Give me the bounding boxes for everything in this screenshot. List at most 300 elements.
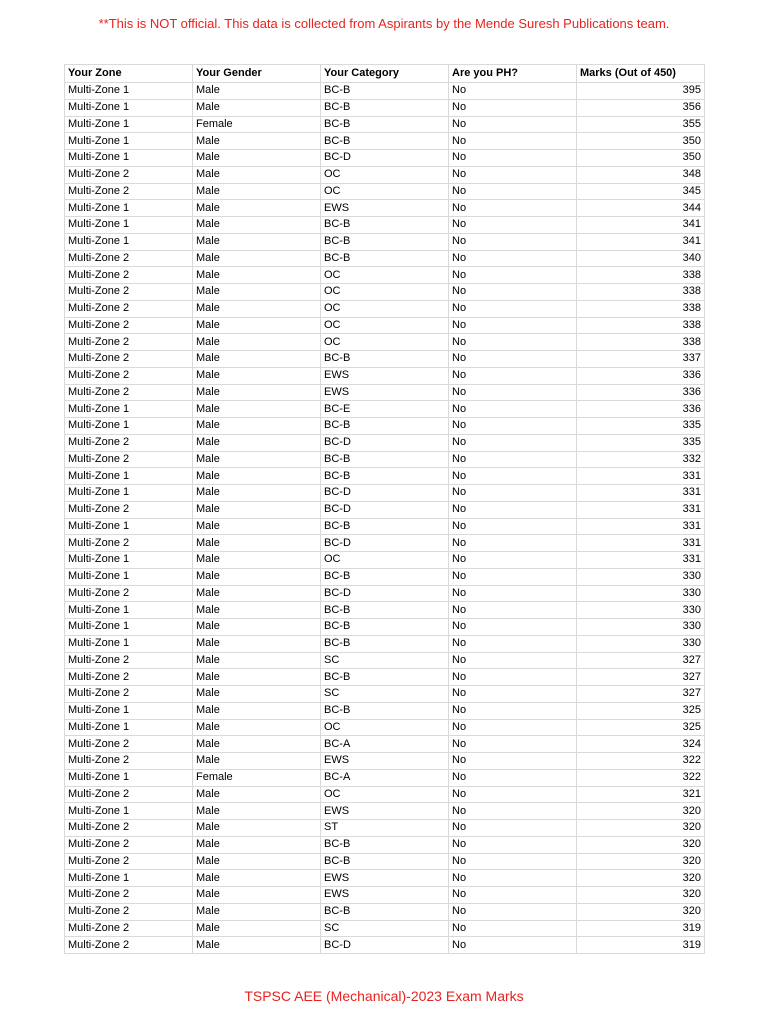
- zone-cell: Multi-Zone 1: [65, 619, 193, 636]
- table-row: [65, 602, 705, 619]
- category-cell: BC-B: [321, 233, 449, 250]
- zone-cell: Multi-Zone 1: [65, 719, 193, 736]
- zone-cell: Multi-Zone 1: [65, 635, 193, 652]
- marks-cell: 356: [577, 99, 705, 116]
- table-row: [65, 150, 705, 167]
- category-cell: BC-A: [321, 769, 449, 786]
- zone-cell: Multi-Zone 2: [65, 736, 193, 753]
- marks-cell: 331: [577, 501, 705, 518]
- category-cell: OC: [321, 166, 449, 183]
- ph-cell: No: [449, 920, 577, 937]
- category-cell: ST: [321, 820, 449, 837]
- category-cell: BC-B: [321, 468, 449, 485]
- ph-cell: No: [449, 635, 577, 652]
- gender-cell: Male: [193, 652, 321, 669]
- category-cell: BC-D: [321, 485, 449, 502]
- marks-cell: 319: [577, 920, 705, 937]
- table-row: [65, 719, 705, 736]
- marks-cell: 338: [577, 267, 705, 284]
- gender-cell: Male: [193, 585, 321, 602]
- gender-cell: Male: [193, 99, 321, 116]
- table-row: [65, 217, 705, 234]
- marks-cell: 321: [577, 786, 705, 803]
- ph-cell: No: [449, 786, 577, 803]
- category-cell: OC: [321, 552, 449, 569]
- marks-cell: 395: [577, 83, 705, 100]
- gender-cell: Male: [193, 200, 321, 217]
- ph-cell: No: [449, 736, 577, 753]
- zone-cell: Multi-Zone 2: [65, 351, 193, 368]
- table-row: [65, 418, 705, 435]
- marks-cell: 320: [577, 887, 705, 904]
- gender-cell: Male: [193, 384, 321, 401]
- zone-cell: Multi-Zone 1: [65, 702, 193, 719]
- ph-cell: No: [449, 686, 577, 703]
- disclaimer-notice: **This is NOT official. This data is collected from Aspirants by the Mende Suresh Publications team.: [98, 16, 670, 31]
- gender-cell: Male: [193, 552, 321, 569]
- gender-cell: Male: [193, 853, 321, 870]
- table-row: [65, 183, 705, 200]
- gender-cell: Male: [193, 133, 321, 150]
- marks-cell: 350: [577, 150, 705, 167]
- marks-cell: 325: [577, 719, 705, 736]
- table-row: [65, 284, 705, 301]
- table-row: [65, 702, 705, 719]
- table-row: [65, 367, 705, 384]
- marks-cell: 331: [577, 468, 705, 485]
- category-cell: EWS: [321, 887, 449, 904]
- gender-cell: Male: [193, 485, 321, 502]
- gender-cell: Male: [193, 786, 321, 803]
- table-body: [65, 83, 705, 954]
- marks-cell: 320: [577, 820, 705, 837]
- ph-cell: No: [449, 702, 577, 719]
- marks-cell: 340: [577, 250, 705, 267]
- gender-cell: Male: [193, 468, 321, 485]
- zone-cell: Multi-Zone 2: [65, 334, 193, 351]
- zone-cell: Multi-Zone 1: [65, 568, 193, 585]
- category-cell: BC-B: [321, 669, 449, 686]
- ph-cell: No: [449, 317, 577, 334]
- gender-cell: Male: [193, 887, 321, 904]
- category-cell: BC-B: [321, 83, 449, 100]
- gender-cell: Male: [193, 284, 321, 301]
- ph-cell: No: [449, 99, 577, 116]
- table-row: [65, 786, 705, 803]
- ph-cell: No: [449, 83, 577, 100]
- marks-cell: 327: [577, 669, 705, 686]
- gender-cell: Male: [193, 836, 321, 853]
- marks-cell: 322: [577, 753, 705, 770]
- table-row: [65, 803, 705, 820]
- ph-cell: No: [449, 334, 577, 351]
- zone-cell: Multi-Zone 1: [65, 150, 193, 167]
- zone-cell: Multi-Zone 2: [65, 585, 193, 602]
- table-row: [65, 233, 705, 250]
- ph-cell: No: [449, 150, 577, 167]
- marks-cell: 330: [577, 585, 705, 602]
- zone-cell: Multi-Zone 2: [65, 166, 193, 183]
- zone-cell: Multi-Zone 2: [65, 820, 193, 837]
- zone-cell: Multi-Zone 1: [65, 552, 193, 569]
- gender-cell: Male: [193, 568, 321, 585]
- ph-cell: No: [449, 836, 577, 853]
- marks-cell: 324: [577, 736, 705, 753]
- table-row: [65, 501, 705, 518]
- zone-cell: Multi-Zone 2: [65, 535, 193, 552]
- gender-cell: Male: [193, 183, 321, 200]
- gender-cell: Male: [193, 753, 321, 770]
- marks-cell: 336: [577, 384, 705, 401]
- zone-cell: Multi-Zone 1: [65, 468, 193, 485]
- gender-cell: Male: [193, 602, 321, 619]
- table-row: [65, 853, 705, 870]
- table-row: [65, 384, 705, 401]
- table-row: [65, 920, 705, 937]
- marks-cell: 335: [577, 434, 705, 451]
- zone-cell: Multi-Zone 1: [65, 870, 193, 887]
- table-row: [65, 870, 705, 887]
- zone-cell: Multi-Zone 2: [65, 183, 193, 200]
- marks-cell: 338: [577, 300, 705, 317]
- ph-cell: No: [449, 468, 577, 485]
- table-row: [65, 83, 705, 100]
- marks-cell: 320: [577, 853, 705, 870]
- marks-cell: 350: [577, 133, 705, 150]
- gender-cell: Male: [193, 401, 321, 418]
- category-cell: BC-B: [321, 351, 449, 368]
- table-row: [65, 619, 705, 636]
- ph-cell: No: [449, 853, 577, 870]
- gender-cell: Male: [193, 686, 321, 703]
- ph-cell: No: [449, 501, 577, 518]
- ph-cell: No: [449, 200, 577, 217]
- zone-cell: Multi-Zone 2: [65, 903, 193, 920]
- category-cell: BC-B: [321, 702, 449, 719]
- ph-cell: No: [449, 485, 577, 502]
- marks-cell: 348: [577, 166, 705, 183]
- ph-cell: No: [449, 937, 577, 954]
- marks-cell: 338: [577, 334, 705, 351]
- category-cell: EWS: [321, 200, 449, 217]
- category-cell: BC-D: [321, 150, 449, 167]
- header-gender: Your Gender: [193, 65, 321, 83]
- gender-cell: Male: [193, 334, 321, 351]
- ph-cell: No: [449, 351, 577, 368]
- category-cell: EWS: [321, 384, 449, 401]
- category-cell: BC-B: [321, 451, 449, 468]
- ph-cell: No: [449, 803, 577, 820]
- gender-cell: Male: [193, 635, 321, 652]
- ph-cell: No: [449, 769, 577, 786]
- category-cell: SC: [321, 686, 449, 703]
- zone-cell: Multi-Zone 2: [65, 686, 193, 703]
- marks-cell: 335: [577, 418, 705, 435]
- zone-cell: Multi-Zone 1: [65, 83, 193, 100]
- gender-cell: Male: [193, 300, 321, 317]
- marks-cell: 320: [577, 903, 705, 920]
- category-cell: BC-B: [321, 133, 449, 150]
- marks-cell: 325: [577, 702, 705, 719]
- gender-cell: Male: [193, 434, 321, 451]
- gender-cell: Male: [193, 418, 321, 435]
- marks-cell: 331: [577, 535, 705, 552]
- gender-cell: Male: [193, 669, 321, 686]
- zone-cell: Multi-Zone 2: [65, 267, 193, 284]
- header-ph: Are you PH?: [449, 65, 577, 83]
- table-row: [65, 334, 705, 351]
- marks-cell: 319: [577, 937, 705, 954]
- zone-cell: Multi-Zone 1: [65, 99, 193, 116]
- gender-cell: Male: [193, 501, 321, 518]
- category-cell: BC-D: [321, 501, 449, 518]
- table-row: [65, 686, 705, 703]
- ph-cell: No: [449, 217, 577, 234]
- ph-cell: No: [449, 166, 577, 183]
- category-cell: BC-B: [321, 903, 449, 920]
- table-row: [65, 535, 705, 552]
- zone-cell: Multi-Zone 2: [65, 384, 193, 401]
- gender-cell: Male: [193, 233, 321, 250]
- category-cell: BC-D: [321, 434, 449, 451]
- zone-cell: Multi-Zone 2: [65, 652, 193, 669]
- category-cell: OC: [321, 719, 449, 736]
- ph-cell: No: [449, 116, 577, 133]
- gender-cell: Male: [193, 702, 321, 719]
- zone-cell: Multi-Zone 2: [65, 250, 193, 267]
- zone-cell: Multi-Zone 2: [65, 836, 193, 853]
- zone-cell: Multi-Zone 2: [65, 367, 193, 384]
- zone-cell: Multi-Zone 2: [65, 786, 193, 803]
- gender-cell: Male: [193, 367, 321, 384]
- zone-cell: Multi-Zone 2: [65, 669, 193, 686]
- header-marks: Marks (Out of 450): [577, 65, 705, 83]
- table-row: [65, 166, 705, 183]
- gender-cell: Male: [193, 150, 321, 167]
- table-row: [65, 99, 705, 116]
- gender-cell: Male: [193, 803, 321, 820]
- zone-cell: Multi-Zone 1: [65, 133, 193, 150]
- gender-cell: Male: [193, 166, 321, 183]
- marks-cell: 331: [577, 518, 705, 535]
- table-row: [65, 769, 705, 786]
- gender-cell: Male: [193, 83, 321, 100]
- gender-cell: Male: [193, 518, 321, 535]
- ph-cell: No: [449, 619, 577, 636]
- zone-cell: Multi-Zone 2: [65, 501, 193, 518]
- ph-cell: No: [449, 602, 577, 619]
- table-row: [65, 669, 705, 686]
- table-row: [65, 468, 705, 485]
- category-cell: BC-B: [321, 619, 449, 636]
- marks-cell: 330: [577, 619, 705, 636]
- zone-cell: Multi-Zone 1: [65, 200, 193, 217]
- marks-cell: 336: [577, 367, 705, 384]
- gender-cell: Female: [193, 116, 321, 133]
- ph-cell: No: [449, 753, 577, 770]
- gender-cell: Male: [193, 820, 321, 837]
- category-cell: OC: [321, 786, 449, 803]
- zone-cell: Multi-Zone 2: [65, 317, 193, 334]
- zone-cell: Multi-Zone 1: [65, 769, 193, 786]
- gender-cell: Male: [193, 317, 321, 334]
- zone-cell: Multi-Zone 2: [65, 300, 193, 317]
- marks-cell: 355: [577, 116, 705, 133]
- zone-cell: Multi-Zone 2: [65, 434, 193, 451]
- ph-cell: No: [449, 233, 577, 250]
- zone-cell: Multi-Zone 1: [65, 116, 193, 133]
- ph-cell: No: [449, 250, 577, 267]
- table-row: [65, 434, 705, 451]
- category-cell: BC-B: [321, 635, 449, 652]
- category-cell: EWS: [321, 870, 449, 887]
- gender-cell: Male: [193, 351, 321, 368]
- gender-cell: Male: [193, 736, 321, 753]
- table-row: [65, 451, 705, 468]
- marks-cell: 320: [577, 870, 705, 887]
- table-row: [65, 485, 705, 502]
- marks-cell: 337: [577, 351, 705, 368]
- ph-cell: No: [449, 451, 577, 468]
- gender-cell: Male: [193, 451, 321, 468]
- table-row: [65, 887, 705, 904]
- zone-cell: Multi-Zone 2: [65, 284, 193, 301]
- ph-cell: No: [449, 133, 577, 150]
- marks-cell: 327: [577, 686, 705, 703]
- ph-cell: No: [449, 284, 577, 301]
- zone-cell: Multi-Zone 1: [65, 418, 193, 435]
- zone-cell: Multi-Zone 1: [65, 518, 193, 535]
- gender-cell: Male: [193, 903, 321, 920]
- ph-cell: No: [449, 183, 577, 200]
- category-cell: BC-D: [321, 585, 449, 602]
- ph-cell: No: [449, 518, 577, 535]
- gender-cell: Male: [193, 267, 321, 284]
- ph-cell: No: [449, 903, 577, 920]
- gender-cell: Female: [193, 769, 321, 786]
- table-row: [65, 401, 705, 418]
- ph-cell: No: [449, 887, 577, 904]
- category-cell: BC-B: [321, 99, 449, 116]
- table-row: [65, 133, 705, 150]
- marks-cell: 320: [577, 803, 705, 820]
- ph-cell: No: [449, 820, 577, 837]
- marks-cell: 330: [577, 568, 705, 585]
- table-row: [65, 820, 705, 837]
- ph-cell: No: [449, 535, 577, 552]
- category-cell: OC: [321, 334, 449, 351]
- category-cell: OC: [321, 284, 449, 301]
- zone-cell: Multi-Zone 1: [65, 217, 193, 234]
- category-cell: BC-B: [321, 518, 449, 535]
- ph-cell: No: [449, 669, 577, 686]
- ph-cell: No: [449, 384, 577, 401]
- ph-cell: No: [449, 585, 577, 602]
- ph-cell: No: [449, 434, 577, 451]
- category-cell: BC-B: [321, 250, 449, 267]
- marks-cell: 330: [577, 602, 705, 619]
- marks-cell: 322: [577, 769, 705, 786]
- category-cell: BC-B: [321, 217, 449, 234]
- table-row: [65, 836, 705, 853]
- ph-cell: No: [449, 568, 577, 585]
- category-cell: BC-E: [321, 401, 449, 418]
- gender-cell: Male: [193, 217, 321, 234]
- marks-cell: 331: [577, 485, 705, 502]
- zone-cell: Multi-Zone 1: [65, 233, 193, 250]
- table-row: [65, 267, 705, 284]
- table-row: [65, 250, 705, 267]
- table-row: [65, 568, 705, 585]
- zone-cell: Multi-Zone 1: [65, 401, 193, 418]
- category-cell: BC-D: [321, 937, 449, 954]
- zone-cell: Multi-Zone 2: [65, 887, 193, 904]
- category-cell: BC-D: [321, 535, 449, 552]
- table-row: [65, 518, 705, 535]
- gender-cell: Male: [193, 250, 321, 267]
- category-cell: BC-B: [321, 602, 449, 619]
- page-footer-title: TSPSC AEE (Mechanical)-2023 Exam Marks: [244, 988, 524, 1004]
- header-zone: Your Zone: [65, 65, 193, 83]
- zone-cell: Multi-Zone 2: [65, 937, 193, 954]
- zone-cell: Multi-Zone 2: [65, 853, 193, 870]
- table-row: [65, 552, 705, 569]
- ph-cell: No: [449, 652, 577, 669]
- category-cell: OC: [321, 300, 449, 317]
- marks-cell: 330: [577, 635, 705, 652]
- gender-cell: Male: [193, 619, 321, 636]
- table-row: [65, 753, 705, 770]
- category-cell: BC-A: [321, 736, 449, 753]
- table-row: [65, 652, 705, 669]
- zone-cell: Multi-Zone 2: [65, 451, 193, 468]
- gender-cell: Male: [193, 870, 321, 887]
- marks-cell: 345: [577, 183, 705, 200]
- table-row: [65, 937, 705, 954]
- gender-cell: Male: [193, 535, 321, 552]
- category-cell: BC-B: [321, 418, 449, 435]
- gender-cell: Male: [193, 920, 321, 937]
- table-header-row: [65, 65, 705, 83]
- table-row: [65, 317, 705, 334]
- category-cell: BC-B: [321, 853, 449, 870]
- table-row: [65, 585, 705, 602]
- category-cell: OC: [321, 183, 449, 200]
- category-cell: EWS: [321, 367, 449, 384]
- category-cell: SC: [321, 920, 449, 937]
- marks-table: [64, 64, 705, 954]
- marks-cell: 338: [577, 284, 705, 301]
- ph-cell: No: [449, 870, 577, 887]
- zone-cell: Multi-Zone 1: [65, 602, 193, 619]
- marks-cell: 327: [577, 652, 705, 669]
- marks-cell: 332: [577, 451, 705, 468]
- table-row: [65, 116, 705, 133]
- gender-cell: Male: [193, 719, 321, 736]
- ph-cell: No: [449, 719, 577, 736]
- header-category: Your Category: [321, 65, 449, 83]
- category-cell: OC: [321, 317, 449, 334]
- ph-cell: No: [449, 401, 577, 418]
- ph-cell: No: [449, 267, 577, 284]
- category-cell: BC-B: [321, 568, 449, 585]
- category-cell: EWS: [321, 803, 449, 820]
- category-cell: BC-B: [321, 836, 449, 853]
- zone-cell: Multi-Zone 2: [65, 753, 193, 770]
- table-row: [65, 200, 705, 217]
- table-row: [65, 903, 705, 920]
- ph-cell: No: [449, 552, 577, 569]
